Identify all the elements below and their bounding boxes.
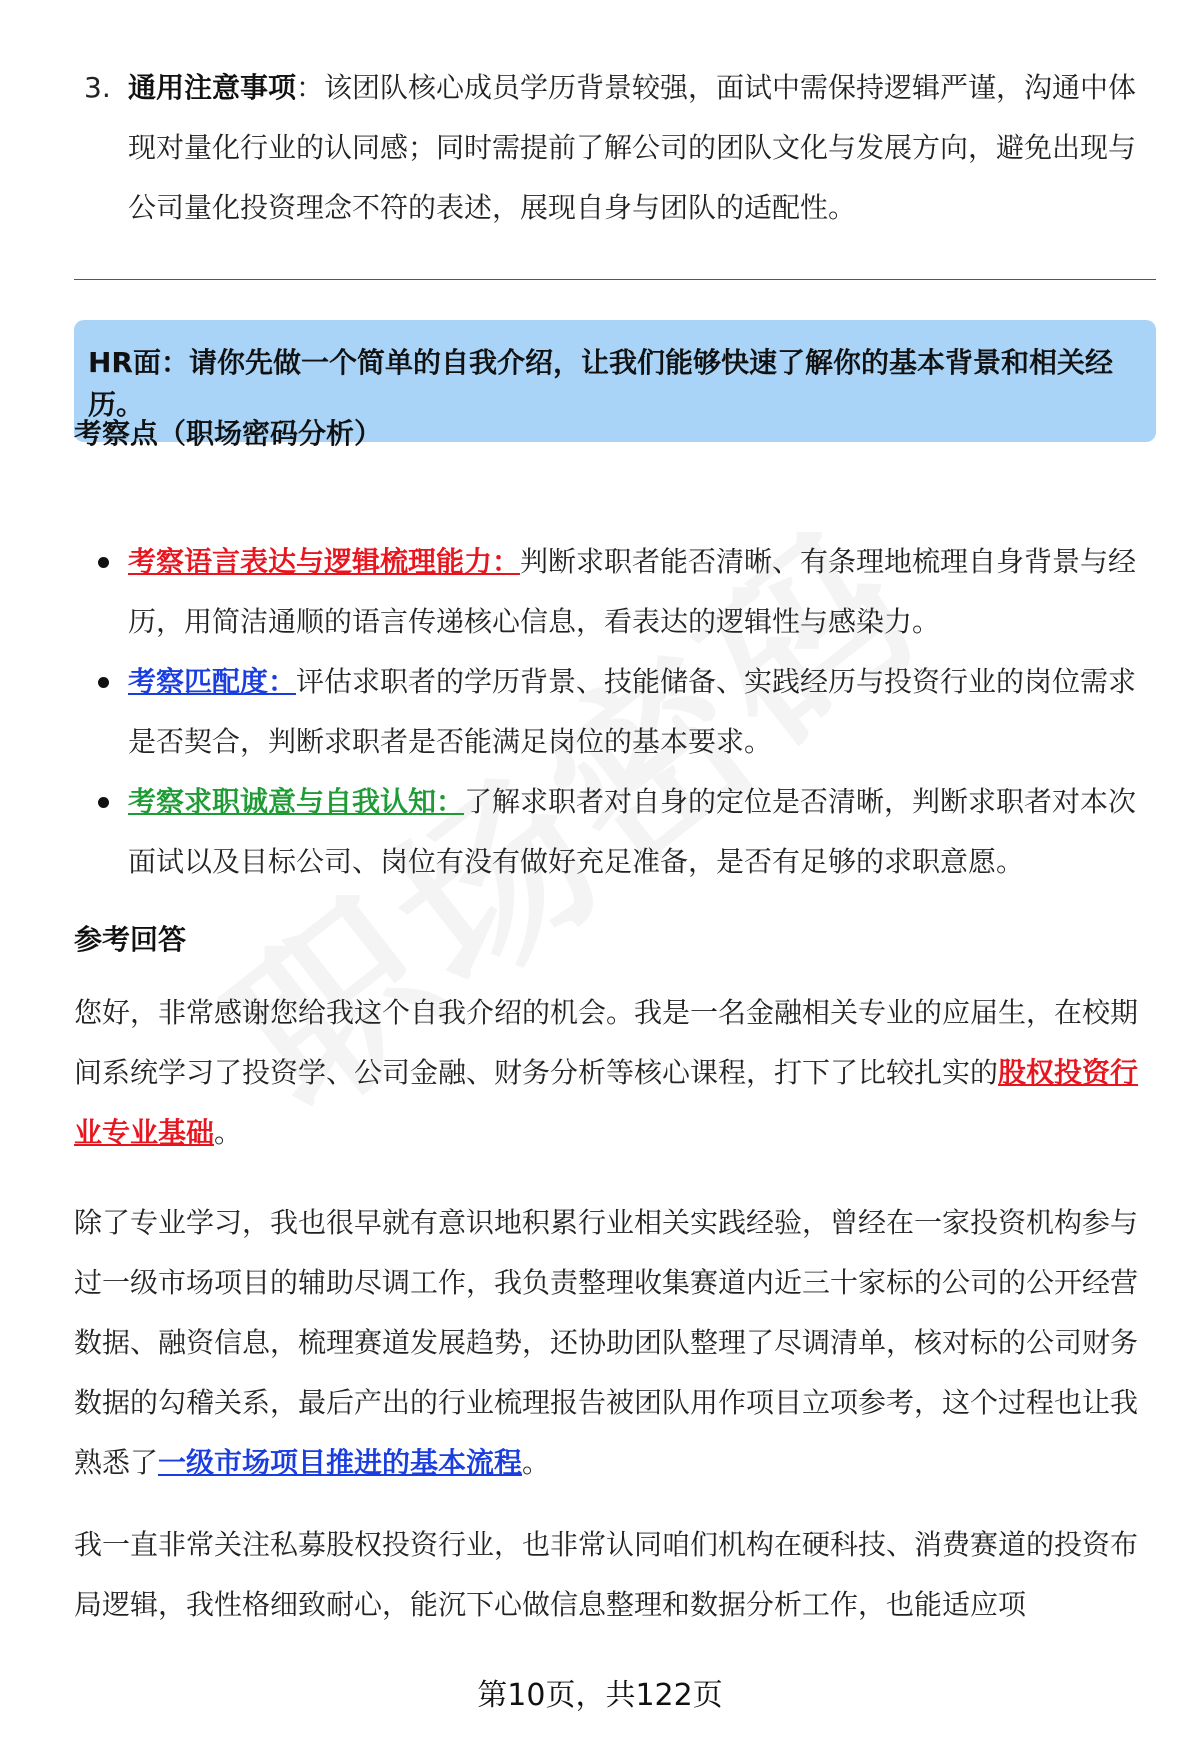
question-text: HR面：请你先做一个简单的自我介绍，让我们能够快速了解你的基本背景和相关经历。	[88, 346, 1113, 421]
bullet-list	[74, 532, 1156, 892]
item-title: 通用注意事项	[128, 71, 297, 104]
paragraph-text: 我一直非常关注私募股权投资行业，也非常认同咱们机构在硬科技、消费赛道的投资布局逻辑，我性格细致耐心，能沉下心做信息整理和数据分析工作，也能适应项	[74, 1528, 1139, 1621]
point-label: 考察语言表达与逻辑梳理能力：	[128, 545, 521, 578]
paragraph-text: 您好，非常感谢您给我这个自我介绍的机会。我是一名金融相关专业的应届生，在校期间系统学习了投资学、公司金融、财务分析等核心课程，打下了比较扎实的	[74, 996, 1139, 1089]
point-label: 考察求职诚意与自我认知：	[128, 785, 465, 818]
paragraph-text: 除了专业学习，我也很早就有意识地积累行业相关实践经验，曾经在一家投资机构参与过一级市场项目的辅助尽调工作，我负责整理收集赛道内近三十家标的公司的公开经营数据、融资信息，梳理赛道发展趋势，还协助团队整理了尽调清单，核对标的公司财务数据的勾稽关系，最后产出的行业梳理报告被团队用作项目立项参考，这个过程也让我熟悉了	[74, 1206, 1139, 1479]
analysis-heading: 考察点（职场密码分析）	[74, 417, 383, 450]
highlight-text: 股权投资行业专业基础	[74, 1056, 1139, 1149]
list-number: 3.	[84, 71, 111, 104]
paragraph-end: 。	[522, 1446, 551, 1479]
list-item	[74, 772, 1156, 892]
page-number: 第10页，共122页	[477, 1678, 723, 1713]
point-text: 评估求职者的学历背景、技能储备、实践经历与投资行业的岗位需求是否契合，判断求职者是否能满足岗位的基本要求。	[128, 665, 1137, 758]
answer-paragraph-1	[74, 983, 1156, 1163]
bullet-dot-icon	[98, 797, 109, 808]
divider	[74, 279, 1156, 280]
list-item	[74, 532, 1156, 652]
answer-heading: 参考回答	[74, 923, 187, 956]
answer-paragraph-3	[74, 1515, 1156, 1635]
list-item-3	[74, 58, 1154, 238]
item-text: ：该团队核心成员学历背景较强，面试中需保持逻辑严谨，沟通中体现对量化行业的认同感；同时需提前了解公司的团队文化与发展方向，避免出现与公司量化投资理念不符的表述，展现自身与团队的适配性。	[128, 71, 1137, 224]
answer-paragraph-2	[74, 1193, 1156, 1493]
bullet-dot-icon	[98, 557, 109, 568]
bullet-dot-icon	[98, 677, 109, 688]
point-text: 判断求职者能否清晰、有条理地梳理自身背景与经历，用简洁通顺的语言传递核心信息，看表达的逻辑性与感染力。	[128, 545, 1137, 638]
list-item	[74, 652, 1156, 772]
highlight-text: 一级市场项目推进的基本流程	[158, 1446, 523, 1479]
point-label: 考察匹配度：	[128, 665, 297, 698]
point-text: 了解求职者对自身的定位是否清晰，判断求职者对本次面试以及目标公司、岗位有没有做好充足准备，是否有足够的求职意愿。	[128, 785, 1137, 878]
paragraph-end: 。	[214, 1116, 243, 1149]
